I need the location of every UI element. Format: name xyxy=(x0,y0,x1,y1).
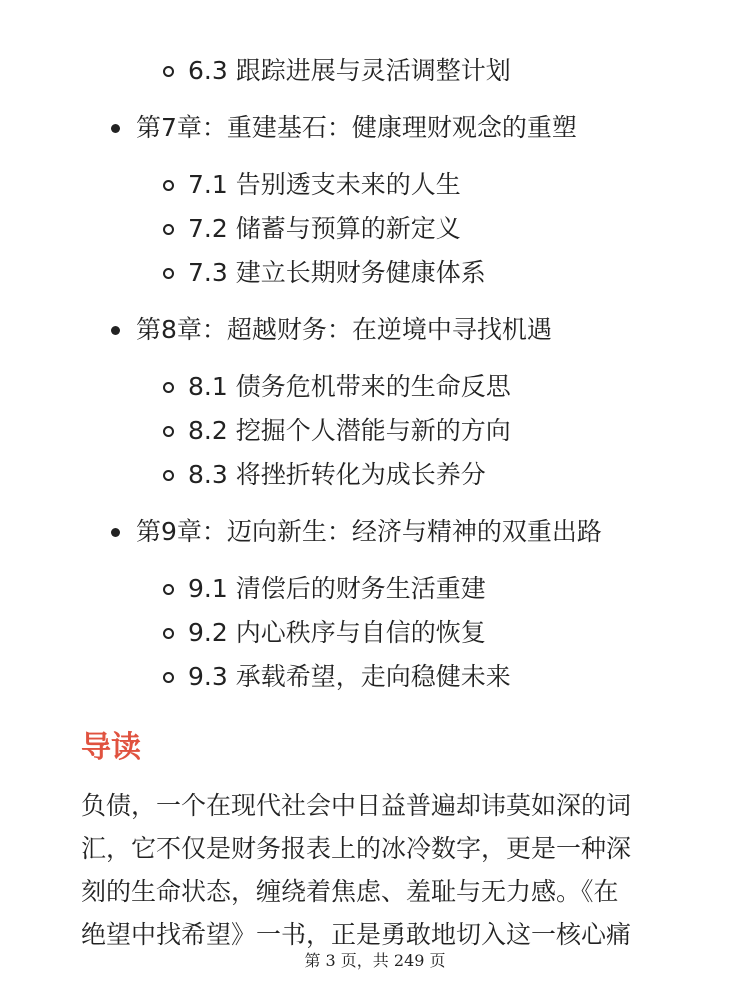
toc-chapter-8 xyxy=(136,313,552,347)
hollow-bullet-icon xyxy=(163,66,174,77)
hollow-bullet-icon xyxy=(163,224,174,235)
intro-paragraph-line: 负债，一个在现代社会中日益普遍却讳莫如深的词 xyxy=(81,791,632,820)
toc-section-8-2 xyxy=(188,414,511,448)
intro-paragraph-line: 绝望中找希望》一书，正是勇敢地切入这一核心痛 xyxy=(81,920,632,949)
toc-item-label: 第9章：迈向新生：经济与精神的双重出路 xyxy=(136,517,602,546)
toc-chapter-7 xyxy=(136,111,577,145)
toc-item-label: 第7章：重建基石：健康理财观念的重塑 xyxy=(136,113,577,142)
toc-section-7-2 xyxy=(188,212,461,246)
filled-bullet-icon xyxy=(111,326,120,335)
hollow-bullet-icon xyxy=(163,180,174,191)
hollow-bullet-icon xyxy=(163,672,174,683)
toc-item-label: 7.2 储蓄与预算的新定义 xyxy=(188,214,461,243)
intro-paragraph-line: 刻的生命状态，缠绕着焦虑、羞耻与无力感。《在 xyxy=(81,877,619,906)
toc-section-6-3 xyxy=(188,54,511,88)
intro-paragraph-line: 汇，它不仅是财务报表上的冰冷数字，更是一种深 xyxy=(81,834,632,863)
toc-section-9-3 xyxy=(188,660,511,694)
toc-section-7-3 xyxy=(188,256,486,290)
filled-bullet-icon xyxy=(111,528,120,537)
toc-item-label: 7.3 建立长期财务健康体系 xyxy=(188,258,486,287)
toc-section-7-1 xyxy=(188,168,461,202)
toc-item-label: 9.3 承载希望，走向稳健未来 xyxy=(188,662,511,691)
hollow-bullet-icon xyxy=(163,382,174,393)
hollow-bullet-icon xyxy=(163,584,174,595)
toc-item-label: 8.1 债务危机带来的生命反思 xyxy=(188,372,511,401)
toc-section-8-3 xyxy=(188,458,486,492)
toc-item-label: 9.2 内心秩序与自信的恢复 xyxy=(188,618,486,647)
toc-item-label: 8.2 挖掘个人潜能与新的方向 xyxy=(188,416,511,445)
toc-item-label: 6.3 跟踪进展与灵活调整计划 xyxy=(188,56,511,85)
toc-item-label: 9.1 清偿后的财务生活重建 xyxy=(188,574,486,603)
toc-item-label: 8.3 将挫折转化为成长养分 xyxy=(188,460,486,489)
hollow-bullet-icon xyxy=(163,268,174,279)
filled-bullet-icon xyxy=(111,124,120,133)
toc-section-8-1 xyxy=(188,370,511,404)
intro-heading: 导读 xyxy=(81,730,141,765)
toc-item-label: 7.1 告别透支未来的人生 xyxy=(188,170,461,199)
hollow-bullet-icon xyxy=(163,470,174,481)
toc-section-9-2 xyxy=(188,616,486,650)
hollow-bullet-icon xyxy=(163,628,174,639)
toc-chapter-9 xyxy=(136,515,602,549)
page-number-footer: 第 3 页，共 249 页 xyxy=(304,951,446,970)
toc-item-label: 第8章：超越财务：在逆境中寻找机遇 xyxy=(136,315,552,344)
toc-section-9-1 xyxy=(188,572,486,606)
hollow-bullet-icon xyxy=(163,426,174,437)
